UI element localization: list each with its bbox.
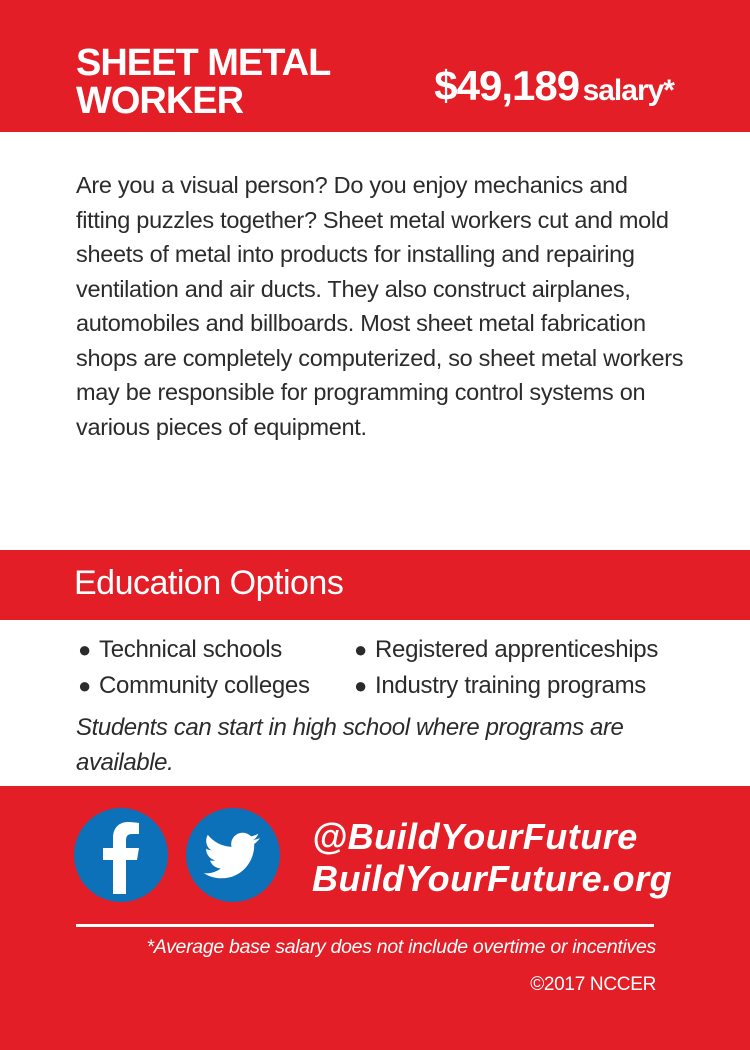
social-handle-link[interactable]: @BuildYourFuture [312, 816, 638, 857]
education-column-left [78, 632, 310, 704]
list-item-label: Technical schools [99, 636, 282, 663]
education-band [0, 550, 750, 620]
job-title [76, 44, 330, 120]
list-item-label: Industry training programs [375, 672, 646, 699]
facebook-icon[interactable] [74, 808, 168, 902]
salary-disclaimer: *Average base salary does not include overtime or incentives [146, 936, 656, 958]
salary-label: salary* [582, 74, 674, 107]
website-link[interactable]: BuildYourFuture.org [312, 858, 673, 899]
bullet-icon: ● [78, 637, 91, 662]
education-note: Students can start in high school where programs are available. [76, 714, 624, 776]
salary-amount: $49,189 [434, 62, 580, 109]
divider [76, 924, 654, 927]
list-item [354, 632, 658, 668]
header-band [0, 0, 750, 132]
list-item [354, 668, 658, 704]
job-title-line-2: WORKER [76, 80, 244, 122]
list-item [78, 632, 310, 668]
twitter-icon[interactable] [186, 808, 280, 902]
job-title-line-1: SHEET METAL [76, 42, 331, 84]
list-item [78, 668, 310, 704]
job-description: Are you a visual person? Do you enjoy mechanics and fitting puzzles together? Sheet metal workers cut and mold sheets of metal into products for installing and repairing ventilation and air ducts. They also construct airplanes, automobiles and billboards. Most sheet metal fabrication shops are completely computerized, so sheet metal workers may be responsible for programming control systems on various pieces of equipment. [76, 172, 684, 440]
bullet-icon: ● [354, 673, 367, 698]
social-links [312, 816, 672, 900]
education-title: Education Options [74, 564, 344, 602]
bullet-icon: ● [78, 673, 91, 698]
education-column-right [354, 632, 658, 704]
list-item-label: Community colleges [99, 672, 310, 699]
copyright: ©2017 NCCER [530, 974, 656, 995]
list-item-label: Registered apprenticeships [375, 636, 659, 663]
salary [434, 62, 674, 110]
footer-band [0, 786, 750, 1050]
bullet-icon: ● [354, 637, 367, 662]
